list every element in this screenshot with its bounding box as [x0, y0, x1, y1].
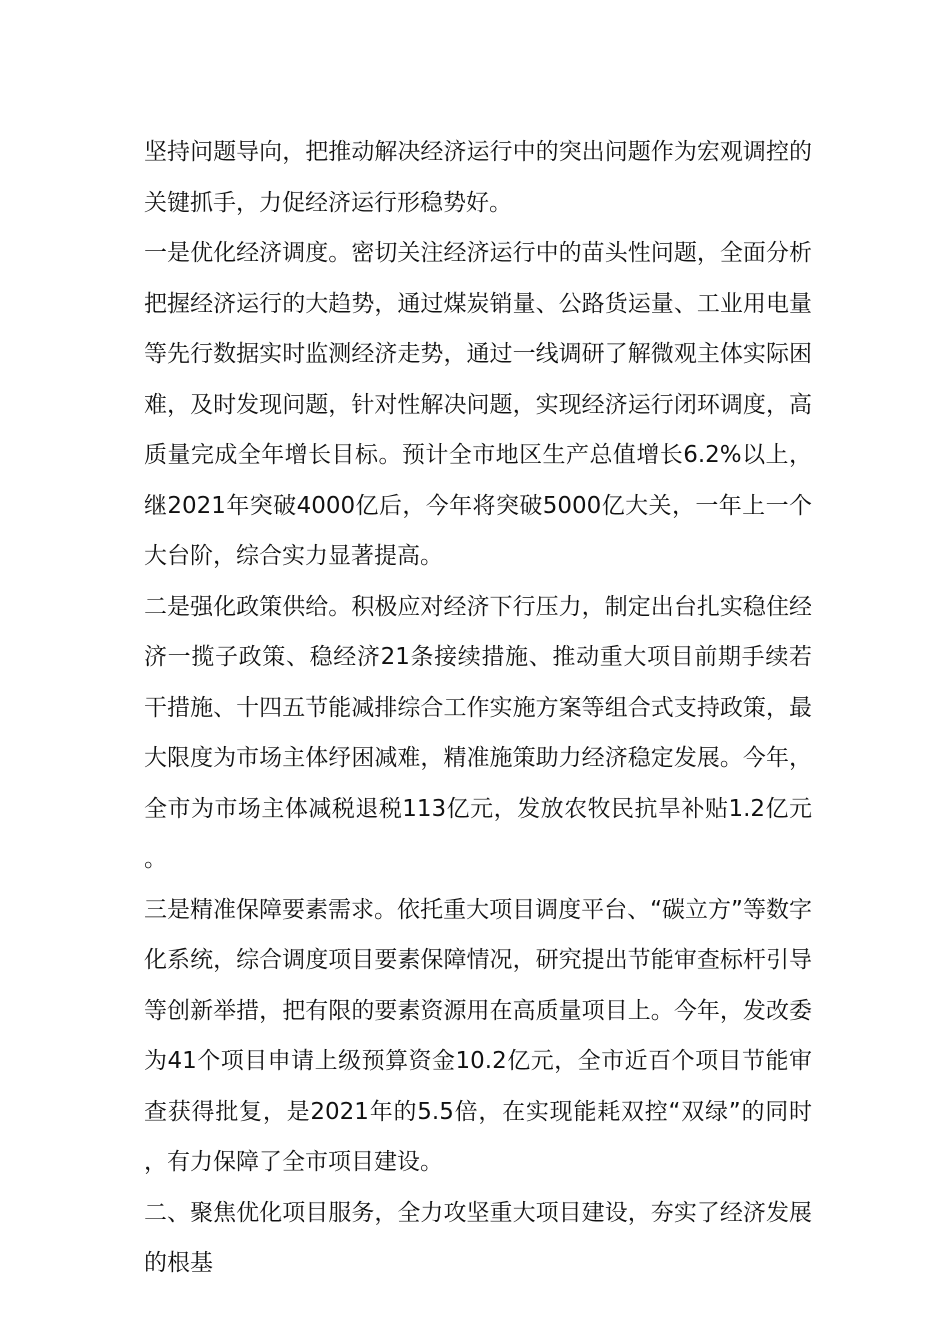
section-heading-project-services: 二、聚焦优化项目服务，全力攻坚重大项目建设，夯实了经济发展的根基 — [144, 1199, 812, 1276]
document-body — [144, 127, 812, 1289]
paragraph-factor-guarantee: 三是精准保障要素需求。依托重大项目调度平台、“碳立方”等数字化系统，综合调度项目要素保障情况，研究提出节能审查标杆引导等创新举措，把有限的要素资源用在高质量项目上。今年，发改委为41个项目申请上级预算资金10.2亿元，全市近百个项目节能审查获得批复，是2021年的5.5倍，在实现能耗双控“双绿”的同时，有力保障了全市项目建设。 — [144, 896, 812, 1175]
paragraph-policy-supply: 二是强化政策供给。积极应对经济下行压力，制定出台扎实稳住经济一揽子政策、稳经济21条接续措施、推动重大项目前期手续若干措施、十四五节能减排综合工作实施方案等组合式支持政策，最大限度为市场主体纾困减难，精准施策助力经济稳定发展。今年，全市为市场主体减税退税113亿元，发放农牧民抗旱补贴1.2亿元。 — [144, 593, 812, 872]
paragraph-economic-dispatch: 一是优化经济调度。密切关注经济运行中的苗头性问题，全面分析把握经济运行的大趋势，通过煤炭销量、公路货运量、工业用电量等先行数据实时监测经济走势，通过一线调研了解微观主体实际困难，及时发现问题，针对性解决问题，实现经济运行闭环调度，高质量完成全年增长目标。预计全市地区生产总值增长6.2%以上，继2021年突破4000亿后，今年将突破5000亿大关，一年上一个大台阶，综合实力显著提高。 — [144, 240, 812, 569]
paragraph-intro: 坚持问题导向，把推动解决经济运行中的突出问题作为宏观调控的关键抓手，力促经济运行形稳势好。 — [144, 139, 812, 216]
